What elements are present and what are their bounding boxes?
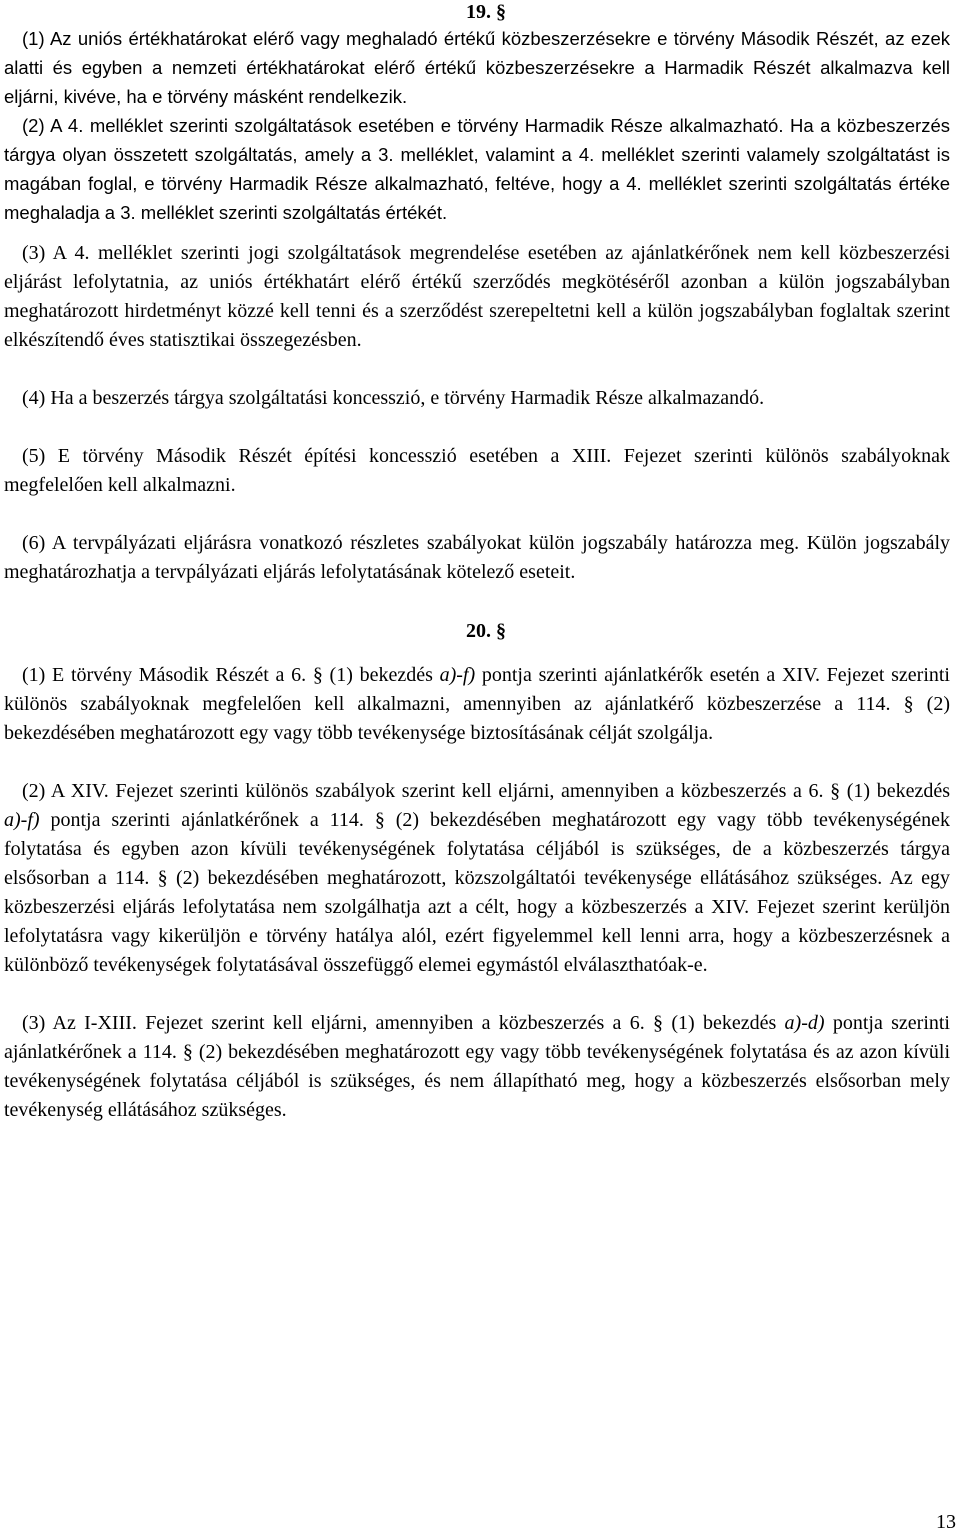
section-19-paragraph-3: (3) A 4. melléklet szerinti jogi szolgáltatások megrendelése esetében az ajánlatkérőnek nem kell közbeszerzési eljárást lefolytatnia, az uniós értékhatárt elérő értékű szerződés megkötéséről azonban a külön jogszabályban meghatározott hirdetményt közzé kell tenni és a szerződést szerepeltetni kell a külön jogszabályban foglaltak szerint elkészítendő éves statisztikai összegezésben.	[4, 242, 950, 351]
paragraph-italic-points: a)-d)	[784, 1012, 825, 1034]
section-19-paragraph-6: (6) A tervpályázati eljárásra vonatkozó részletes szabályokat külön jogszabály határozza meg. Külön jogszabály meghatározhatja a tervpályázati eljárás lefolytatásának kötelező eseteit.	[4, 532, 950, 583]
paragraph-text-end: pontja szerinti ajánlatkérők esetén a XIV. Fejezet szerinti különös szabályoknak megfelelően kell alkalmazni, amennyiben az ajánlatkérő közbeszerzése a 114. § (2) bekezdésében meghatározott egy vagy több tevékenysége biztosításának célját szolgálja.	[4, 664, 950, 744]
section-20-heading: 20. §	[466, 620, 506, 642]
paragraph-text-end: pontja szerinti ajánlatkérőnek a 114. § (2) bekezdésében meghatározott egy vagy több tevékenységének folytatása és az azon kívüli tevékenységének folytatása céljából is szükséges, és nem állapítható meg, hogy a közbeszerzés elsősorban mely tevékenység ellátásához szükséges.	[4, 1012, 950, 1121]
paragraph-text-start: (1) E törvény Második Részét a 6. § (1) bekezdés	[22, 664, 440, 686]
paragraph-text-start: (2) A XIV. Fejezet szerinti különös szabályok szerint kell eljárni, amennyiben a közbeszerzés a 6. § (1) bekezdés	[22, 780, 950, 802]
section-20-paragraph-1	[4, 661, 950, 748]
section-19-heading: 19. §	[466, 1, 506, 23]
paragraph-text-end: pontja szerinti ajánlatkérőnek a 114. § (2) bekezdésében meghatározott egy vagy több tevékenységének folytatása és egyben azon kívüli tevékenységének folytatása céljából is szükséges, de a közbeszerzés tárgya elsősorban a 114. § (2) bekezdésében meghatározott, közszolgáltatói tevékenysége ellátásához szükséges. Az egy közbeszerzési eljárás lefolytatása nem szolgálhatja azt a célt, hogy a közbeszerzés a XIV. Fejezet szerint kerüljön lefolytatásra vagy kikerüljön e törvény hatálya alól, ezért figyelemmel kell lenni arra, hogy a közbeszerzésnek a különböző tevékenységek folytatásával összefüggő elemei egymástól elválaszthatóak-e.	[4, 809, 950, 976]
section-19-paragraph-5: (5) E törvény Második Részét építési koncesszió esetében a XIII. Fejezet szerinti különös szabályoknak megfelelően kell alkalmazni.	[4, 445, 950, 496]
page-number: 13	[936, 1511, 956, 1533]
paragraph-italic-points: a)-f)	[4, 809, 40, 831]
section-20-paragraph-3	[4, 1009, 950, 1125]
section-19-paragraph-4: (4) Ha a beszerzés tárgya szolgáltatási koncesszió, e törvény Harmadik Része alkalmazandó.	[22, 387, 765, 409]
document-page	[4, 0, 950, 1125]
paragraph-text-start: (3) Az I-XIII. Fejezet szerint kell eljárni, amennyiben a közbeszerzés a 6. § (1) bekezdés	[22, 1012, 785, 1034]
section-20-paragraph-2	[4, 777, 950, 980]
section-19-paragraph-2: (2) A 4. melléklet szerinti szolgáltatások esetében e törvény Harmadik Része alkalmazható. Ha a közbeszerzés tárgya olyan összetett szolgáltatás, amely a 3. melléklet, valamint a 4. melléklet szerinti valamely szolgáltatást is magában foglal, e törvény Harmadik Része alkalmazható, feltéve, hogy a 4. melléklet szerinti szolgáltatás értéke meghaladja a 3. melléklet szerinti szolgáltatás értékét.	[4, 115, 950, 223]
paragraph-italic-points: a)-f)	[439, 664, 476, 686]
section-19-paragraph-1: (1) Az uniós értékhatárokat elérő vagy meghaladó értékű közbeszerzésekre e törvény Második Részét, az ezek alatti és egyben a nemzeti értékhatárokat elérő értékű közbeszerzésekre a Harmadik Részét alkalmazva kell eljárni, kivéve, ha e törvény másként rendelkezik.	[4, 28, 950, 107]
